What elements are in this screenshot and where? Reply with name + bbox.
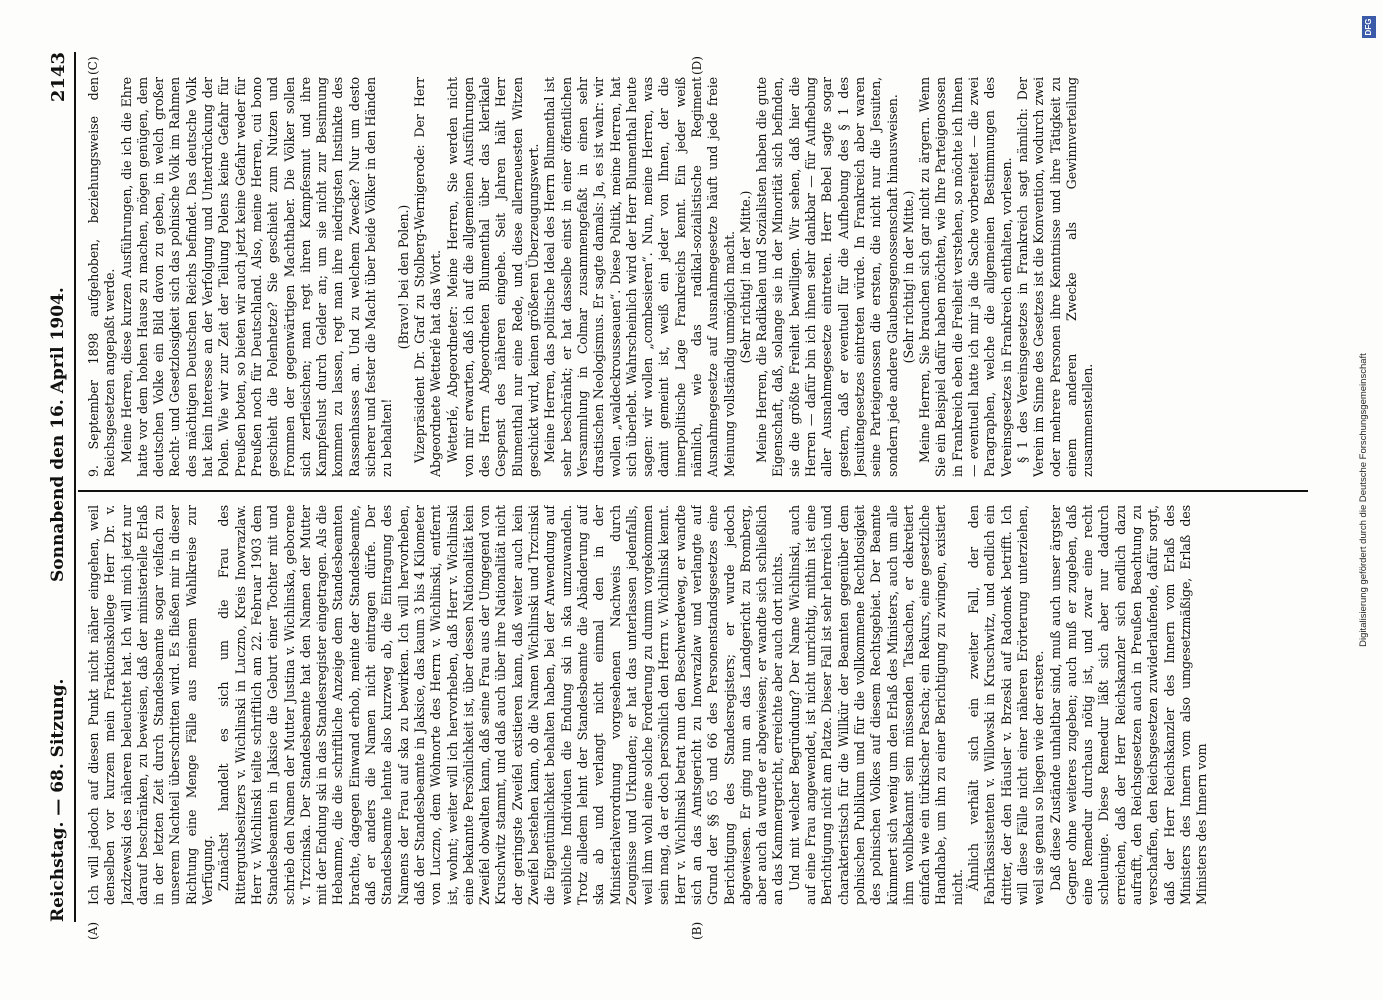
paragraph: § 1 des Vereinsgesetzes in Frankreich sagt nämlich: Der Verein im Sinne des Gesetzes ist die Konvention, wodurch zwei oder mehrere Personen ihre Kenntnisse und ihre Tätigkeit zu einem anderen Zwecke als Gewinnverteilung zusammenstellen. (1014, 77, 1096, 477)
header-session: Reichstag. — 68. Sitzung. (48, 678, 68, 922)
paragraph: Und mit welcher Begründung? Der Name Wichlinski, auch auf eine Frau angewendet, ist nicht unrichtig, mithin ist eine Berichtigung nicht am Platze. Dieser Fall ist sehr lehrreich und charakteristisch für die Willkür der Beamten gegenüber dem polnischen Publikum und für die vollkommene Rechtlosigkeit des polnischen Volkes auf diesem Rechtsgebiet. Der Beamte kümmert sich wenig um den Erlaß des Ministers, auch um alle ihm wohlbekannt sein müssenden Tatsachen, er dekretiert einfach wie ein türkischer Pascha; ein Rekurs, eine gesetzliche Handhabe, um ihn zu einer Berichtigung zu zwingen, existiert nicht. (786, 505, 965, 905)
margin-marker-a: (A) (86, 921, 100, 940)
paragraph: Zunächst handelt es sich um die Frau des Rittergutsbesitzers v. Wichlinski in Luczno, Kreis Inowrazlaw. Herr v. Wichlinski teilte schriftlich am 22. Februar 1903 dem Standesbeamten in Jaksice die Geburt einer Tochter mit und schrieb den Namen der Mutter Justina v. Wichlinska, geborene v. Trzcinska. Der Standesbeamte hat den Namen der Mutter mit der Endung ski in das Standesregister eingetragen. Als die Hebamme, die die schriftliche Anzeige dem Standesbeamten brachte, dagegen Einwand erhob, meinte der Standesbeamte, daß er anders die Namen nicht eintragen dürfe. Der Standesbeamte lehnte also kurzweg ab, die Eintragung des Namens der Frau auf ska zu bewirken. Ich will hervorheben, daß der Standesbeamte in Jaksice, das kaum 3 bis 4 Kilometer von Luczno, dem Wohnorte des Herrn v. Wichlinski, entfernt ist, wohnt; weiter will ich hervorheben, daß Herr v. Wichlinski eine bekannte Persönlichkeit ist, über dessen Nationalität kein Zweifel obwalten kann, daß seine Frau aus der Umgegend von Kruschwitz stammt, und daß auch über ihre Nationalität nicht der geringste Zweifel existieren kann, daß weiter auch kein Zweifel bestehen kann, ob die Namen Wichlinski und Trzcinski die Eigentümlichkeit behalten haben, bei der Anwendung auf weibliche Individuen die Endung ski in ska umzuwandeln. Trotz alledem lehnt der Standesbeamte die Abänderung auf ska ab und verlangt nicht einmal den in der Ministerialverordnung vorgesehenen Nachweis durch Zeugnisse und Urkunden; er hat das unterlassen jedenfalls, weil ihm wohl eine solche Forderung zu dumm vorgekommen sein mag, da er doch persönlich den Herrn v. Wichlinski kennt. Herr v. Wichlinski betrat nun den Beschwerdeweg, er wandte sich an das Amtsgericht zu Inowrazlaw und verlangte auf Grund der §§ 65 und 66 des Personenstandsgesetzes eine Berichtigung des Standesregisters; er wurde jedoch abgewiesen. Er ging nun an das Landgericht zu Bromberg, aber auch da wurde er abgewiesen; er wandte sich schließlich an das Kammergericht, erreichte aber auch dort nichts. (216, 505, 786, 905)
paragraph: Ich will jedoch auf diesen Punkt nicht näher eingehen, weil denselben vor kurzem mein Fraktionskollege Herr Dr. v. Jazdzewski des näheren beleuchtet hat. Ich will mich jetzt nur darauf beschränken, zu beweisen, daß der ministerielle Erlaß in der letzten Zeit durch Standesbeamte sogar vielfach zu unserem Nachteil überschritten wird. Es fließen mir in dieser Richtung eine Menge Fälle aus meinem Wahlkreise zur Verfügung. (86, 505, 216, 905)
paragraph: Wetterlé, Abgeordneter: Meine Herren, Sie werden nicht von mir erwarten, daß ich auf die allgemeinen Ausführungen des Herrn Abgeordneten Blumenthal über das klerikale Gespenst des näheren eingehe. Seit Jahren hält Herr Blumenthal nur eine Rede, und diese allerneuesten Witzen geschickt wird, keinen größeren Überzeugungswert. (444, 77, 542, 477)
margin-marker-b: (B) (690, 921, 704, 940)
right-column (86, 77, 1296, 477)
paragraph: Meine Herren, diese kurzen Ausführungen, die ich die Ehre hatte vor dem hohen Hause zu machen, mögen genügen, dem deutschen Volke ein Bild davon zu geben, in welch großer Recht- und Gesetzlosigkeit sich das polnische Volk im Rahmen des mächtigen Deutschen Reichs befindet. Das deutsche Volk hat kein Interesse an der Verfolgung und Unterdrückung der Polen. Wie wir zur Zeit der Teilung Polens keine Gefahr für Preußen boten, so bieten wir auch jetzt keine Gefahr weder für Preußen noch für Deutschland. Also, meine Herren, cui bono geschieht die Polenhetze? Sie geschieht zum Nutzen und Frommen der gegenwärtigen Machthaber. Die Völker sollen sich zerfleischen; man regt ihren Kampfesmut und ihre Kampfeslust durch Gelder an; um sie nicht zur Besinnung kommen zu lassen, regt man ihre niedrigsten Instinkte des Rassenhasses an. Und zu welchem Zwecke? Nur um desto sicherer und fester die Macht über beide Völker in den Händen zu behalten! (118, 77, 395, 477)
digitization-credit: Digitalisierung gefördert durch die Deutsche Forschungsgemeinschaft (1358, 353, 1369, 647)
page-header (48, 52, 76, 922)
interjection: (Bravo! bei den Polen.) (395, 204, 411, 350)
margin-marker-c: (C) (86, 56, 100, 75)
paragraph: Meine Herren, Sie brauchen sich gar nicht zu ärgern. Wenn Sie ein Beispiel dafür haben möchten, wie Ihre Parteigenossen in Frankreich eben die Freiheit verstehen, so möchte ich Ihnen — eventuell hatte ich mir ja die Sache vorbereitet — die zwei Paragraphen, welche die allgemeinen Bestimmungen des Vereinsgesetzes in Frankreich enthalten, vorlesen. (917, 77, 1014, 477)
page-number: 2143 (48, 52, 69, 103)
dfg-logo: DFG (1362, 16, 1376, 38)
speaker-announcement: Vizepräsident Dr. Graf zu Stolberg-Wernigerode: Der Herr Abgeordnete Wetterlé hat das Wort. (411, 77, 444, 477)
margin-marker-d: (D) (690, 56, 704, 75)
header-date: Sonnabend den 16. April 1904. (48, 287, 68, 582)
paragraph: Meine Herren, das politische Ideal des Herrn Blumenthal ist sehr beschränkt; er hat dasselbe einst in einer öffentlichen Versammlung in Colmar zusammengefaßt in einen sehr drastischen Neologismus. Er sagte damals: Ja, es ist wahr: wir wollen „waldeckrousseauen“. Diese Politik, meine Herren, hat sich überlebt. Wahrscheinlich wird der Herr Blumenthal heute sagen: wir wollen „combesieren“. Nun, meine Herren, was damit gemeint ist, weiß ein jeder von Ihnen, der die innerpolitische Lage Frankreichs kennt. Ein jeder weiß nämlich, wie das radikal-sozialistische Regiment Ausnahmegesetze auf Ausnahmegesetze häuft und jede freie Meinung vollständig unmöglich macht. (542, 77, 737, 477)
paragraph: 9. September 1898 aufgehoben, beziehungsweise den Reichsgesetzen angepaßt werde. (86, 77, 118, 477)
paragraph: Ähnlich verhält sich ein zweiter Fall, der den Fabrikassistenten v. Willowski in Kruschwitz, und endlich ein dritter, der den Häusler v. Brzeski auf Radomek betrifft. Ich will diese Fälle nicht einer näheren Erörterung unterziehen, weil sie genau so liegen wie der erstere. (966, 505, 1047, 905)
paragraph: Meine Herren, die Radikalen und Sozialisten haben die gute Eigenschaft, daß, solange sie in der Minorität sich befinden, sie die größte Freiheit bewilligen. Wir sehen, daß hier die Herren — dafür bin ich ihnen sehr dankbar — für Aufhebung aller Ausnahmegesetze eintreten. Herr Bebel sagte sogar gestern, daß er eventuell für die Aufhebung des § 1 des Jesuitengesetzes eintreten würde. In Frankreich aber waren seine Parteigenossen die ersten, die nicht nur die Jesuiten, sondern jede andere Glaubensgenossenschaft hinausweisen. (754, 77, 900, 477)
interjection: (Sehr richtig! in der Mitte.) (900, 190, 916, 364)
paragraph: Daß diese Zustände unhaltbar sind, muß auch unser ärgster Gegner ohne weiteres zugeben; auch muß er zugeben, daß eine Remedur durchaus nötig ist, und zwar eine recht schleunige. Diese Remedur läßt sich aber nur dadurch erreichen, daß der Herr Reichskanzler sich endlich dazu aufrafft, den Reichsgesetzen auch in Preußen Beachtung zu verschaffen, den Reichsgesetzen zuwiderlaufende, dafür sorgt, daß der Herr Reichskanzler des Innern vom Erlaß des Ministers des Innern vom also umgesetzmäßige, Erlaß des Ministers des Innern vom (1047, 505, 1210, 905)
interjection: (Sehr richtig! in der Mitte.) (737, 190, 753, 364)
column-divider (78, 490, 1308, 492)
left-column (86, 505, 1296, 905)
